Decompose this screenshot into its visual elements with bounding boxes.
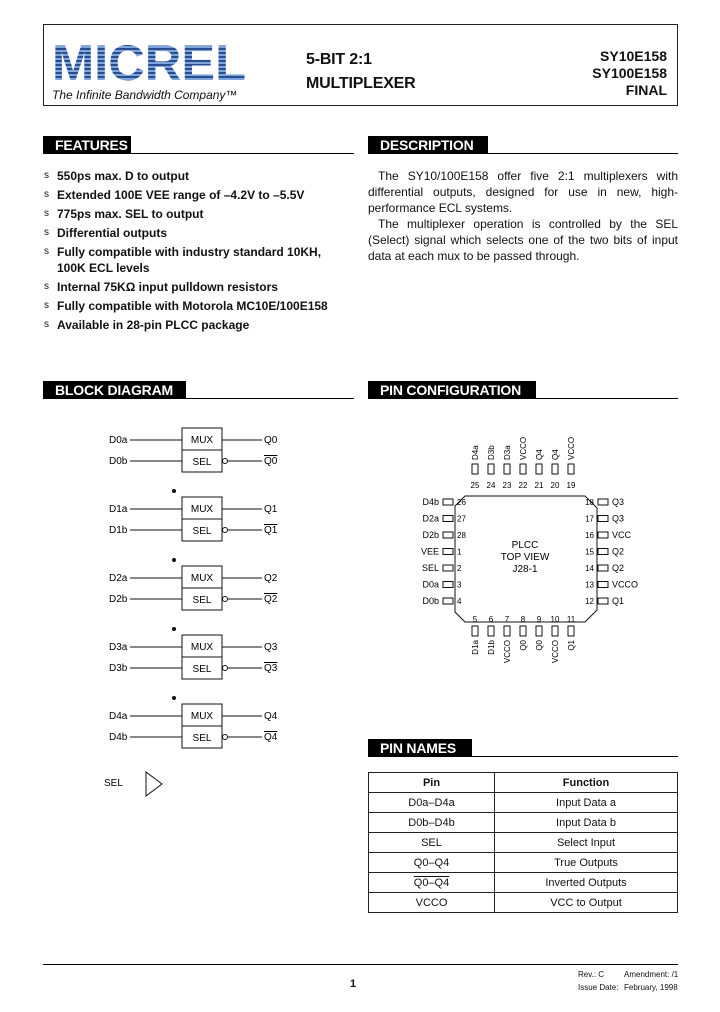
inversion-bubble [223,597,228,602]
sel-junction-dot [172,627,176,631]
pin-top [504,464,510,474]
pin-config-heading: PIN CONFIGURATION [368,381,536,399]
pin-name-left: D2a [422,513,439,524]
pin-number: 5 [472,615,478,624]
pin-name-bottom: Q0 [519,640,528,651]
pin-number: 13 [585,580,594,590]
input-label-b: D0b [109,456,128,467]
pin-left [443,532,453,538]
pin-name-right: Q2 [612,563,625,573]
input-label-b: D1b [109,525,128,536]
pin-bottom [488,626,494,636]
pin-name-right: Q3 [612,513,625,524]
input-label-b: D2b [109,594,128,605]
table-row [369,833,678,853]
sel-buffer-icon [146,772,162,796]
sel-label: SEL [192,733,212,744]
svg-text:MICREL: MICREL [52,40,247,84]
input-label-a: D0a [109,435,128,446]
pin-left [443,582,453,588]
pin-configuration [405,420,645,680]
pin-name-right: Q2 [612,546,625,557]
pin-number: 12 [585,597,594,606]
pin-number: 11 [566,615,576,624]
part-number-1: SY10E158 [600,48,667,64]
pin-number: 4 [457,597,462,606]
pin-names-header-row [369,773,678,793]
pin-number: 24 [486,481,496,490]
pin-name-left: D2b [422,530,439,540]
pin-bottom [520,626,526,636]
pin-name-bottom: VCCO [503,640,512,664]
inversion-bubble [223,666,228,671]
inversion-bubble [223,459,228,464]
input-label-a: D1a [109,504,128,515]
pin-names-heading: PIN NAMES [368,739,472,757]
description-heading: DESCRIPTION [368,136,488,154]
mux-label: MUX [190,573,214,584]
pin-number: 1 [457,547,462,557]
output-label-inverted: Q3 [264,663,278,674]
pin-number: 23 [502,481,512,490]
block-diagram-rule [186,398,354,399]
pin-name-top: VCCO [567,436,576,460]
doc-title: 5-BIT 2:1 MULTIPLEXER [306,51,416,92]
function-cell: Input Data a [495,793,678,813]
pin-cell: VCCO [369,893,495,913]
pin-name-bottom: Q0 [535,640,544,651]
pin-names-table [368,772,678,913]
output-label-inverted: Q1 [264,525,278,536]
pin-names-rule [472,756,678,757]
output-label-inverted: Q0 [264,456,278,467]
pin-name-right: VCCO [612,579,639,590]
output-label: Q0 [264,435,278,446]
input-label-a: D4a [109,711,128,722]
function-cell: Select Input [495,833,678,853]
pin-right [598,532,608,538]
pin-number: 25 [470,481,480,490]
pin-name-left: D4b [422,497,439,507]
pin-cell: Q0–Q4 [369,853,495,873]
sel-label: SEL [192,526,212,537]
features-rule [131,153,354,154]
description-para-1: The SY10/100E158 offer five 2:1 multiplexers with differential outputs, designed for use in new, high-performance ECL systems. [368,169,678,215]
pin-right [598,598,608,604]
pin-bottom [552,626,558,636]
pin-right [598,582,608,588]
output-label: Q1 [264,504,278,515]
pin-number: 6 [488,615,494,624]
pin-bottom [472,626,478,636]
block-diagram-heading: BLOCK DIAGRAM [43,381,186,399]
col-pin: Pin [369,773,495,793]
pin-number: 22 [518,481,528,490]
output-label-inverted: Q2 [264,594,278,605]
sel-label: SEL [192,664,212,675]
pin-number: 3 [457,580,462,590]
pin-name-right: Q3 [612,497,625,507]
pin-number: 19 [566,481,576,490]
pin-number: 2 [457,564,462,573]
pin-bottom [536,626,542,636]
pin-top [520,464,526,474]
pin-name-left: VEE [420,546,439,557]
input-label-b: D3b [109,663,128,674]
mux-label: MUX [190,504,214,515]
pin-name-right: Q1 [612,596,625,606]
pin-number: 26 [457,498,466,507]
pin-right [598,499,608,505]
pin-number: 9 [536,615,542,624]
sel-label: SEL [192,457,212,468]
pin-cell: SEL [369,833,495,853]
pin-bottom [504,626,510,636]
col-function: Function [495,773,678,793]
output-label-inverted: Q4 [264,732,278,743]
pin-right [598,565,608,571]
part-number-2: SY100E158 [592,65,667,81]
pin-left [443,565,453,571]
block-diagram-svg [100,420,290,800]
input-label-a: D2a [109,573,128,584]
inversion-bubble [223,528,228,533]
sel-junction-dot [172,558,176,562]
pin-left [443,516,453,522]
table-row [369,873,678,893]
pin-number: 21 [534,481,544,490]
pin-number: 28 [457,531,466,540]
output-label: Q3 [264,642,278,653]
pin-name-top: D4a [471,445,480,460]
pin-top [536,464,542,474]
mux-label: MUX [190,435,214,446]
table-row [369,793,678,813]
pin-left [443,499,453,505]
pin-top [568,464,574,474]
pin-name-bottom: D1b [487,640,496,655]
pin-right [598,516,608,522]
sel-label: SEL [192,595,212,606]
pin-top [472,464,478,474]
pin-name-bottom: D1a [471,640,480,655]
pin-bottom [568,626,574,636]
pin-number: 18 [585,498,594,507]
page-number: 1 [350,978,357,990]
pin-name-left: D0b [422,596,439,606]
plcc-view-label: TOP VIEW [500,552,550,563]
description-text [368,168,678,264]
table-row [369,853,678,873]
part-numbers [560,48,667,99]
table-row [369,893,678,913]
output-label: Q2 [264,573,278,584]
pin-number: 8 [520,615,526,624]
pin-name-top: Q4 [535,449,544,460]
sel-junction-dot [172,696,176,700]
output-label: Q4 [264,711,278,722]
table-row [369,813,678,833]
description-para-2: The multiplexer operation is controlled by the SEL (Select) signal which selects one of the two bits of input data at each mux to be passed through. [368,217,678,263]
pin-number: 7 [504,615,510,624]
pin-cell: Q0–Q4 [369,873,495,893]
plcc-package-label: J28-1 [512,564,538,575]
pin-name-top: Q4 [551,449,560,460]
pin-name-left: SEL [421,563,439,573]
pin-name-bottom: VCCO [551,640,560,664]
pin-name-left: D0a [422,579,439,590]
pin-number: 10 [550,615,560,624]
pin-right [598,549,608,555]
pin-cell: D0a–D4a [369,793,495,813]
pin-cell: D0b–D4b [369,813,495,833]
pin-top [488,464,494,474]
mux-label: MUX [190,642,214,653]
pin-config-rule [536,398,678,399]
pin-number: 16 [585,531,594,540]
revision-info: Rev.: C Amendment: /1 Issue Date: February, 1998 [578,970,679,992]
pin-name-top: D3a [503,445,512,460]
function-cell: VCC to Output [495,893,678,913]
mux-label: MUX [190,711,214,722]
pin-configuration-svg [405,420,645,680]
function-cell: True Outputs [495,853,678,873]
pin-number: 20 [550,481,560,490]
footer-rule [43,964,678,965]
pin-name-right: VCC [612,530,632,540]
input-label-a: D3a [109,642,128,653]
features-heading: FEATURES [43,136,131,154]
plcc-label: PLCC [511,540,539,551]
doc-status: FINAL [625,82,667,98]
pin-number: 17 [585,514,594,524]
pin-top [552,464,558,474]
pin-number: 27 [457,514,466,524]
pin-number: 14 [585,564,594,573]
pin-name-top: D3b [487,445,496,460]
sel-junction-dot [172,489,176,493]
pin-name-top: VCCO [519,436,528,460]
description-rule [488,153,678,154]
pin-left [443,598,453,604]
pin-name-bottom: Q1 [567,640,576,651]
function-cell: Inverted Outputs [495,873,678,893]
block-diagram [100,420,290,800]
tagline: The Infinite Bandwidth Company™ [52,88,238,102]
inversion-bubble [223,735,228,740]
pin-number: 15 [585,547,594,557]
pin-left [443,549,453,555]
sel-input-label: SEL [104,778,123,789]
function-cell: Input Data b [495,813,678,833]
input-label-b: D4b [109,732,128,743]
